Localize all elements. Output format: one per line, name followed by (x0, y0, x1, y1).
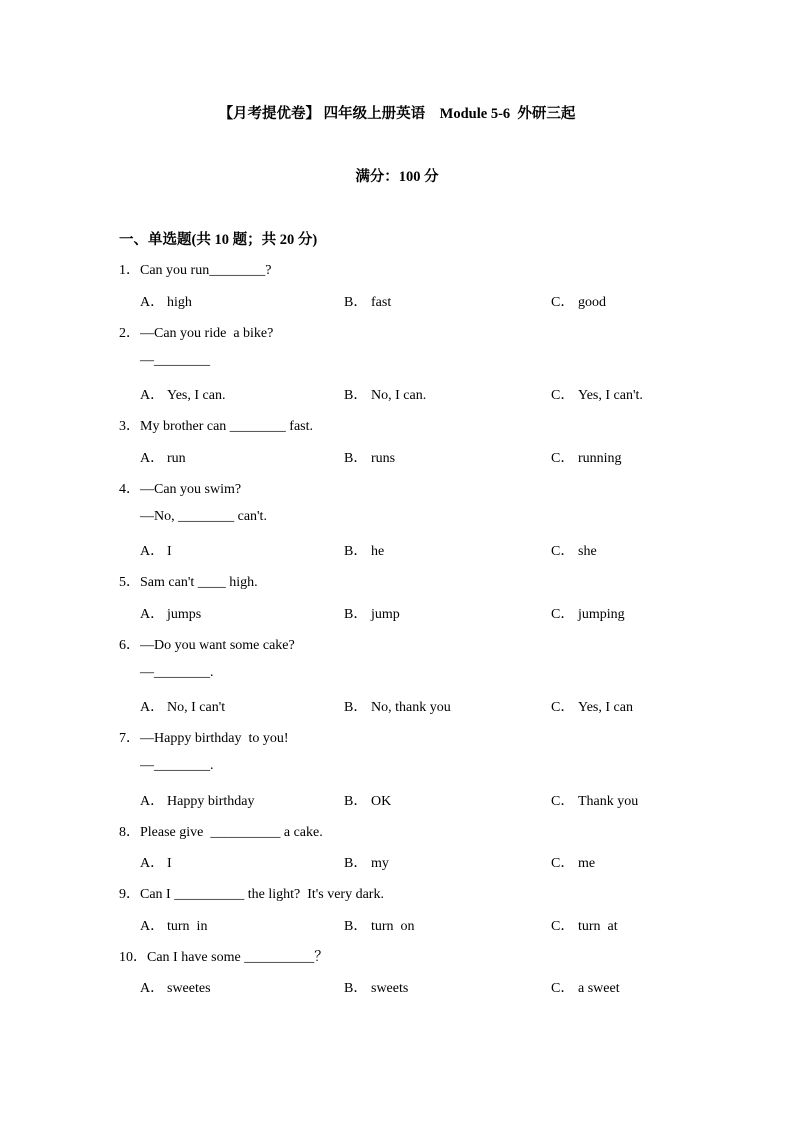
question-5-stem: 5．Sam can't ____ high. (119, 575, 258, 590)
question-8-option-a[interactable]: A． I (140, 856, 172, 871)
question-7-option-c[interactable]: C． Thank you (551, 794, 639, 809)
question-2-stem: 2．—Can you ride a bike? (119, 326, 274, 341)
question-9-option-c[interactable]: C． turn at (551, 919, 618, 934)
question-2-option-c[interactable]: C． Yes, I can't. (551, 388, 643, 403)
question-6-stem: 6．—Do you want some cake? (119, 638, 295, 653)
question-1-stem: 1．Can you run________? (119, 263, 272, 278)
question-6-answer-line: —________. (140, 665, 214, 680)
question-5-option-b[interactable]: B． jump (344, 607, 400, 622)
question-3-option-a[interactable]: A． run (140, 451, 186, 466)
question-4-stem: 4．—Can you swim? (119, 482, 242, 497)
question-6-option-b[interactable]: B． No, thank you (344, 700, 451, 715)
question-10-option-a[interactable]: A． sweetes (140, 981, 211, 996)
section-heading: 一、单选题(共 10 题；共 20 分) (119, 232, 318, 248)
question-10-option-c[interactable]: C． a sweet (551, 981, 620, 996)
question-7-option-a[interactable]: A． Happy birthday (140, 794, 255, 809)
paper-title: 【月考提优卷】 四年级上册英语 Module 5-6 外研三起 (218, 106, 576, 122)
question-7-option-b[interactable]: B． OK (344, 794, 392, 809)
question-2-option-a[interactable]: A． Yes, I can. (140, 388, 226, 403)
question-5-option-c[interactable]: C． jumping (551, 607, 625, 622)
question-3-option-c[interactable]: C． running (551, 451, 622, 466)
question-7-answer-line: —________. (140, 758, 214, 773)
question-7-stem: 7．—Happy birthday to you! (119, 731, 289, 746)
question-8-option-b[interactable]: B． my (344, 856, 389, 871)
question-8-option-c[interactable]: C． me (551, 856, 596, 871)
question-3-stem: 3．My brother can ________ fast. (119, 419, 314, 434)
question-1-option-a[interactable]: A． high (140, 295, 192, 310)
question-10-stem: 10．Can I have some __________？ (119, 950, 329, 965)
question-10-option-b[interactable]: B． sweets (344, 981, 409, 996)
question-9-option-b[interactable]: B． turn on (344, 919, 415, 934)
question-9-option-a[interactable]: A． turn in (140, 919, 208, 934)
question-6-option-a[interactable]: A． No, I can't (140, 700, 226, 715)
question-4-option-a[interactable]: A． I (140, 544, 172, 559)
question-4-option-b[interactable]: B． he (344, 544, 385, 559)
question-1-option-b[interactable]: B． fast (344, 295, 392, 310)
question-5-option-a[interactable]: A． jumps (140, 607, 202, 622)
question-3-option-b[interactable]: B． runs (344, 451, 396, 466)
question-2-answer-line: —________ (140, 353, 210, 368)
question-4-option-c[interactable]: C． she (551, 544, 597, 559)
question-4-answer-line: —No, ________ can't. (140, 509, 267, 524)
question-8-stem: 8．Please give __________ a cake. (119, 825, 323, 840)
total-score: 满分：100 分 (355, 169, 439, 185)
question-6-option-c[interactable]: C． Yes, I can (551, 700, 633, 715)
question-2-option-b[interactable]: B． No, I can. (344, 388, 427, 403)
question-9-stem: 9．Can I __________ the light? It's very dark. (119, 887, 384, 902)
question-1-option-c[interactable]: C． good (551, 295, 606, 310)
